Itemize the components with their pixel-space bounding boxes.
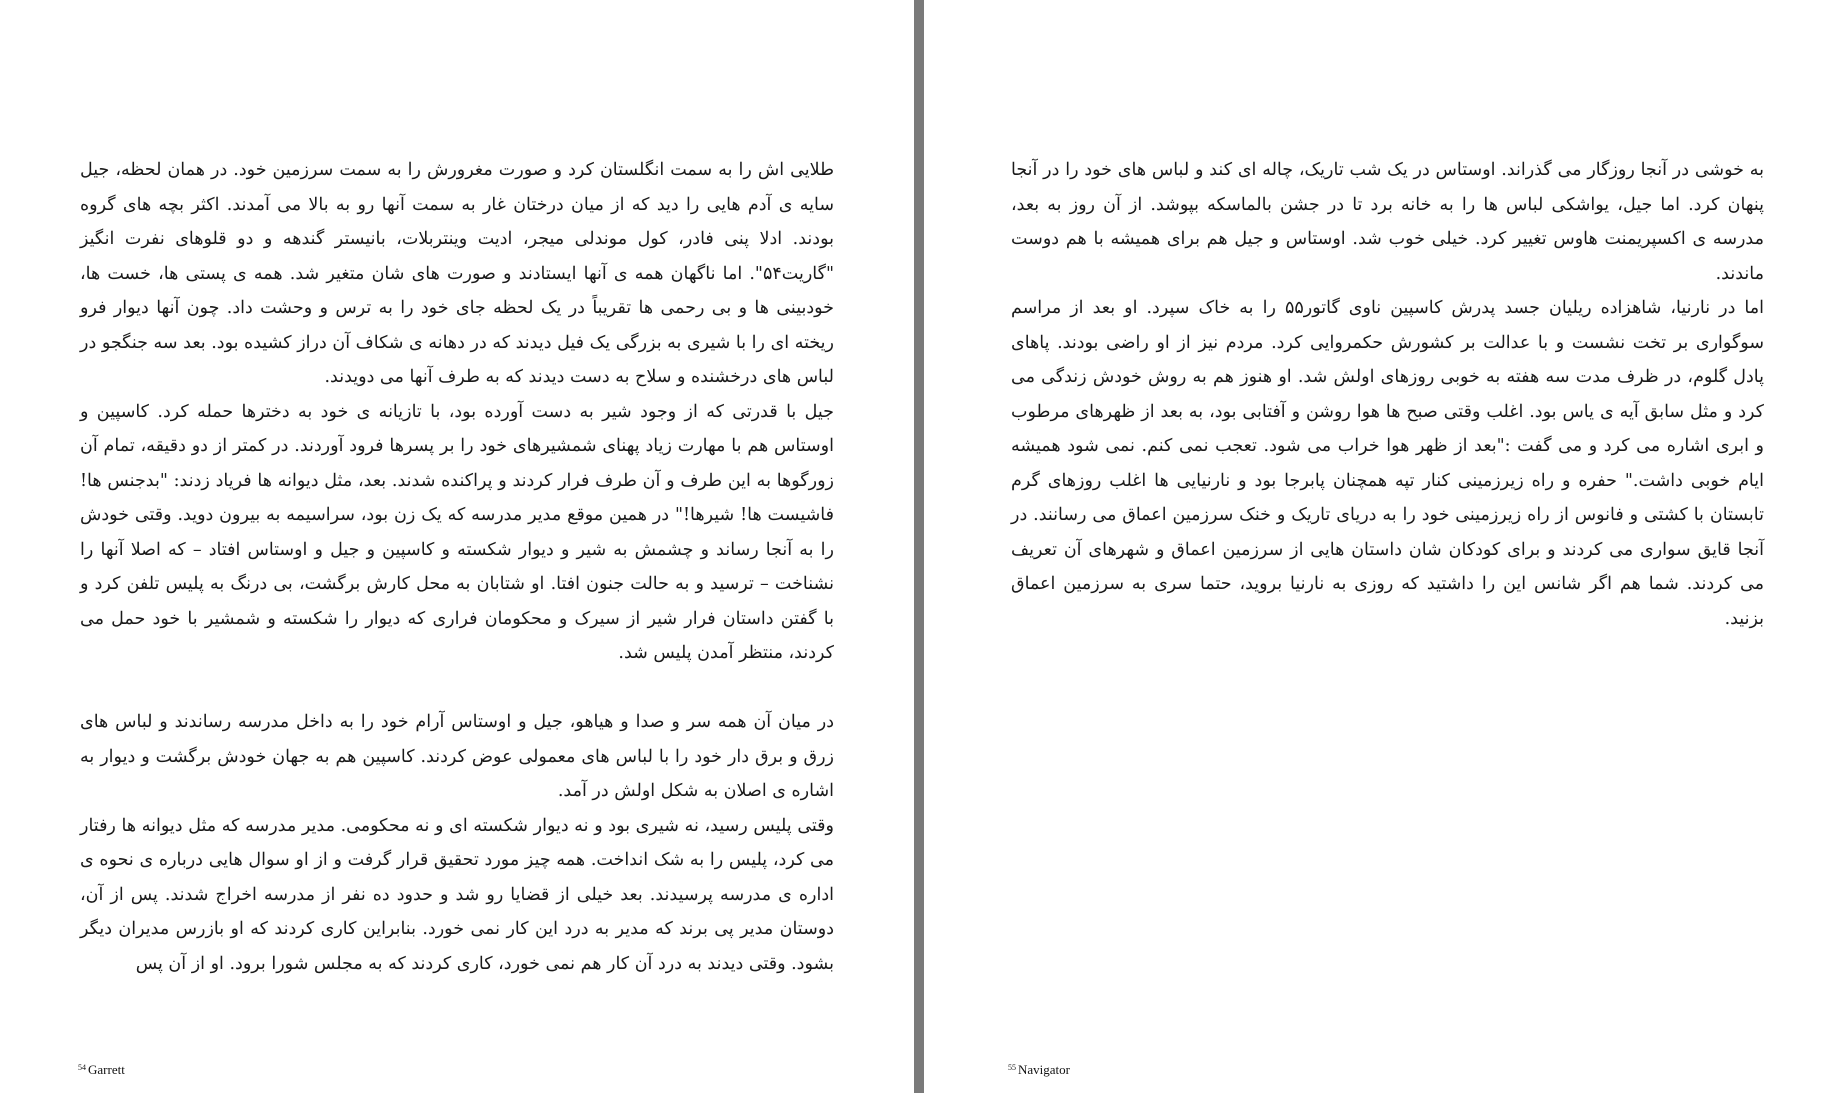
- footnote: [1008, 1062, 1070, 1078]
- right-page: [924, 0, 1836, 1093]
- page-gutter: [914, 0, 924, 1093]
- footnote-text: Navigator: [1018, 1062, 1070, 1077]
- paragraph: وقتی پلیس رسید، نه شیری بود و نه دیوار شکسته ای و نه محکومی. مدیر مدرسه که مثل دیوانه ها رفتار می کرد، پلیس را به شک انداخت. همه چیز مورد تحقیق قرار گرفت و از او سوال هایی درباره ی نحوه ی اداره ی مدرسه پرسیدند. بعد خیلی از قضایا رو شد و حدود ده نفر از مدرسه اخراج شدند. پس از آن، دوستان مدیر پی برند که مدیر به درد این کار نمی خورد. بنابراین کاری کردند که او بازرس مدیران دیگر بشود. وقتی دیدند به درد آن کار هم نمی خورد، کاری کردند که به مجلس شورا برود. او از آن پس: [80, 815, 834, 974]
- footnote-number: 55: [1008, 1063, 1016, 1072]
- paragraph: طلایی اش را به سمت انگلستان کرد و صورت مغرورش را به سمت سرزمین خود. در همان لحظه، جیل سایه ی آدم هایی را دید که از میان درختان غار به سمت آنها رو به بالا می آمدند. اکثر بچه های گروه بودند. ادلا پنی فادر، کول موندلی میجر، ادیت وینتربلات، بانیستر گندهه و دو قلوهای نفرت انگیز "گاریت۵۴". اما ناگهان همه ی آنها ایستادند و صورت های شان متغیر شد. همه ی پستی ها، خست ها، خودبینی ها و بی رحمی ها تقریباً در یک لحظه جای خود را به ترس و وحشت داد. چون آنها دیوار فرو ریخته ای را با شیری به بزرگی یک فیل دیدند که در دهانه ی شکاف آن دراز کشیده بود. بعد سه جنگجو در لباس های درخشنده و سلاح به دست دیدند که به طرف آنها می دویدند.: [80, 160, 834, 387]
- paragraph: جیل با قدرتی که از وجود شیر به دست آورده بود، با تازیانه ی خود به دخترها حمله کرد. کاسپین و اوستاس هم با مهارت زیاد پهنای شمشیرهای خود را بر پسرها فرود آوردند. در کمتر از دو دقیقه، تمام آن زورگوها به این طرف و آن طرف فرار کردند و پراکنده شدند. بعد، مثل دیوانه ها فریاد زدند: "بدجنس ها! فاشیست ها! شیرها!" در همین موقع مدیر مدرسه که یک زن بود، سراسیمه به بیرون دوید. وقتی خودش را به آنجا رساند و چشمش به شیر و دیوار شکسته و کاسپین و جیل و اوستاس افتاد – که اصلا آنها را نشناخت – ترسید و به حالت جنون افتا. او شتابان به محل کارش برگشت، بی درنگ به پلیس تلفن کرد و با گفتن داستان فرار شیر از سیرک و محکومان فراری که دیوار را شکسته و شمشیر با خود حمل می کردند، منتظر آمدن پلیس شد.: [80, 401, 834, 663]
- paragraph: به خوشی در آنجا روزگار می گذراند. اوستاس در یک شب تاریک، چاله ای کند و لباس های خود را در آنجا پنهان کرد. اما جیل، یواشکی لباس ها را به خانه برد تا در جشن بالماسکه بپوشد. از آن روز به بعد، مدرسه ی اکسپریمنت هاوس تغییر کرد. خیلی خوب شد. اوستاس و جیل هم برای همیشه با هم دوست ماندند.: [1011, 160, 1764, 284]
- footnote-number: 54: [78, 1063, 86, 1072]
- right-page-body: [1011, 153, 1764, 636]
- left-page: [0, 0, 914, 1093]
- footnote-text: Garrett: [88, 1062, 125, 1077]
- paragraph: اما در نارنیا، شاهزاده ریلیان جسد پدرش کاسپین ناوی گاتور۵۵ را به خاک سپرد. او بعد از مراسم سوگواری بر تخت نشست و با عدالت بر کشورش حکمروایی کرد. مردم نیز از او راضی بودند. پاهای پادل گلوم، در ظرف مدت سه هفته به خوبی روزهای اولش شد. او هنوز هم به روش خودش زندگی می کرد و مثل سابق آیه ی یاس بود. اغلب وقتی صبح ها هوا روشن و آفتابی بود، به بعد از ظهرهای مرطوب و ابری اشاره می کرد و می گفت :"بعد از ظهر هوا خراب می شود. تعجب نمی کنم. نمی شود همیشه ایام خوبی داشت." حفره و راه زیرزمینی کنار تپه همچنان پابرجا بود و نارنیایی ها اغلب روزهای گرم تابستان با کشتی و فانوس از راه زیرزمینی خود را به دریای تاریک و خنک سرزمین اعماق می رسانند. در آنجا قایق سواری می کردند و برای کودکان شان داستان هایی از سرزمین اعماق و شهرهای آن تعریف می کردند. شما هم اگر شانس این را داشتید که روزی به نارنیا بروید، حتما سری به سرزمین اعماق بزنید.: [1011, 298, 1765, 629]
- paragraph: در میان آن همه سر و صدا و هیاهو، جیل و اوستاس آرام خود را به داخل مدرسه رساندند و لباس های زرق و برق دار خود را با لباس های معمولی عوض کردند. کاسپین هم به جهان خودش برگشت و دیوار به اشاره ی اصلان به شکل اولش در آمد.: [80, 712, 834, 801]
- footnote: [78, 1062, 125, 1078]
- left-page-body: [80, 153, 834, 981]
